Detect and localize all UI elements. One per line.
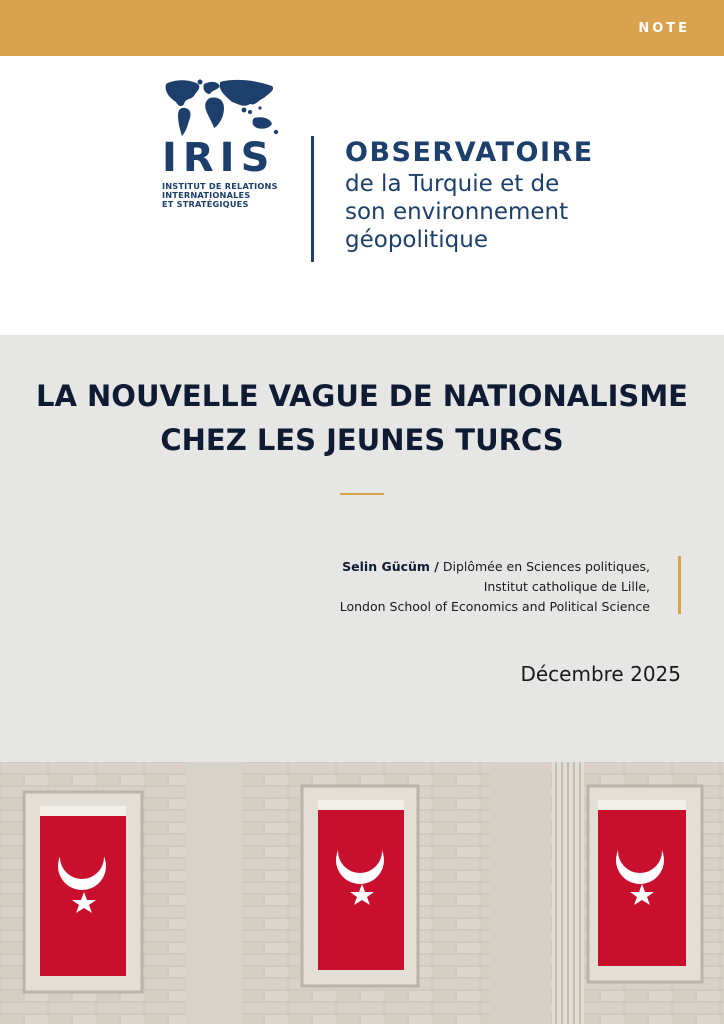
flag-window-right — [588, 786, 702, 982]
author-name: Selin Gücüm / — [342, 559, 439, 574]
author-line — [340, 557, 650, 577]
world-map-icon — [160, 78, 282, 140]
title-underline — [340, 493, 384, 495]
logo-divider — [311, 136, 314, 262]
document-title-line: CHEZ LES JEUNES TURCS — [160, 423, 564, 457]
cover-photo — [0, 762, 724, 1024]
observatory-title: OBSERVATOIRE — [345, 137, 594, 168]
flag-window-left — [24, 792, 142, 992]
document-title — [0, 374, 724, 462]
author-block — [340, 557, 650, 617]
author-accent-bar — [678, 556, 681, 614]
observatory-line: géopolitique — [345, 227, 489, 253]
author-credential: London School of Economics and Political Science — [339, 599, 650, 614]
stone-pillar — [186, 762, 242, 1024]
document-title-line: LA NOUVELLE VAGUE DE NATIONALISME — [36, 379, 688, 413]
author-credential: Diplômée en Sciences politiques, — [438, 559, 650, 574]
iris-subtitle — [162, 182, 287, 209]
iris-subtitle-line: ET STRATÉGIQUES — [162, 199, 249, 209]
iris-wordmark: IRIS — [162, 135, 276, 181]
stone-pillar — [490, 762, 550, 1024]
observatory-line: son environnement — [345, 199, 569, 225]
publication-date: Décembre 2025 — [520, 662, 681, 686]
iris-subtitle-line: INSTITUT DE RELATIONS — [162, 181, 278, 191]
author-credential: Institut catholique de Lille, — [483, 579, 650, 594]
note-label: NOTE — [638, 21, 690, 36]
iris-subtitle-line: INTERNATIONALES — [162, 190, 251, 200]
flag-window-center — [302, 786, 418, 986]
top-banner — [0, 0, 724, 56]
observatory-line: de la Turquie et de — [345, 171, 560, 197]
iris-logo — [160, 78, 280, 208]
